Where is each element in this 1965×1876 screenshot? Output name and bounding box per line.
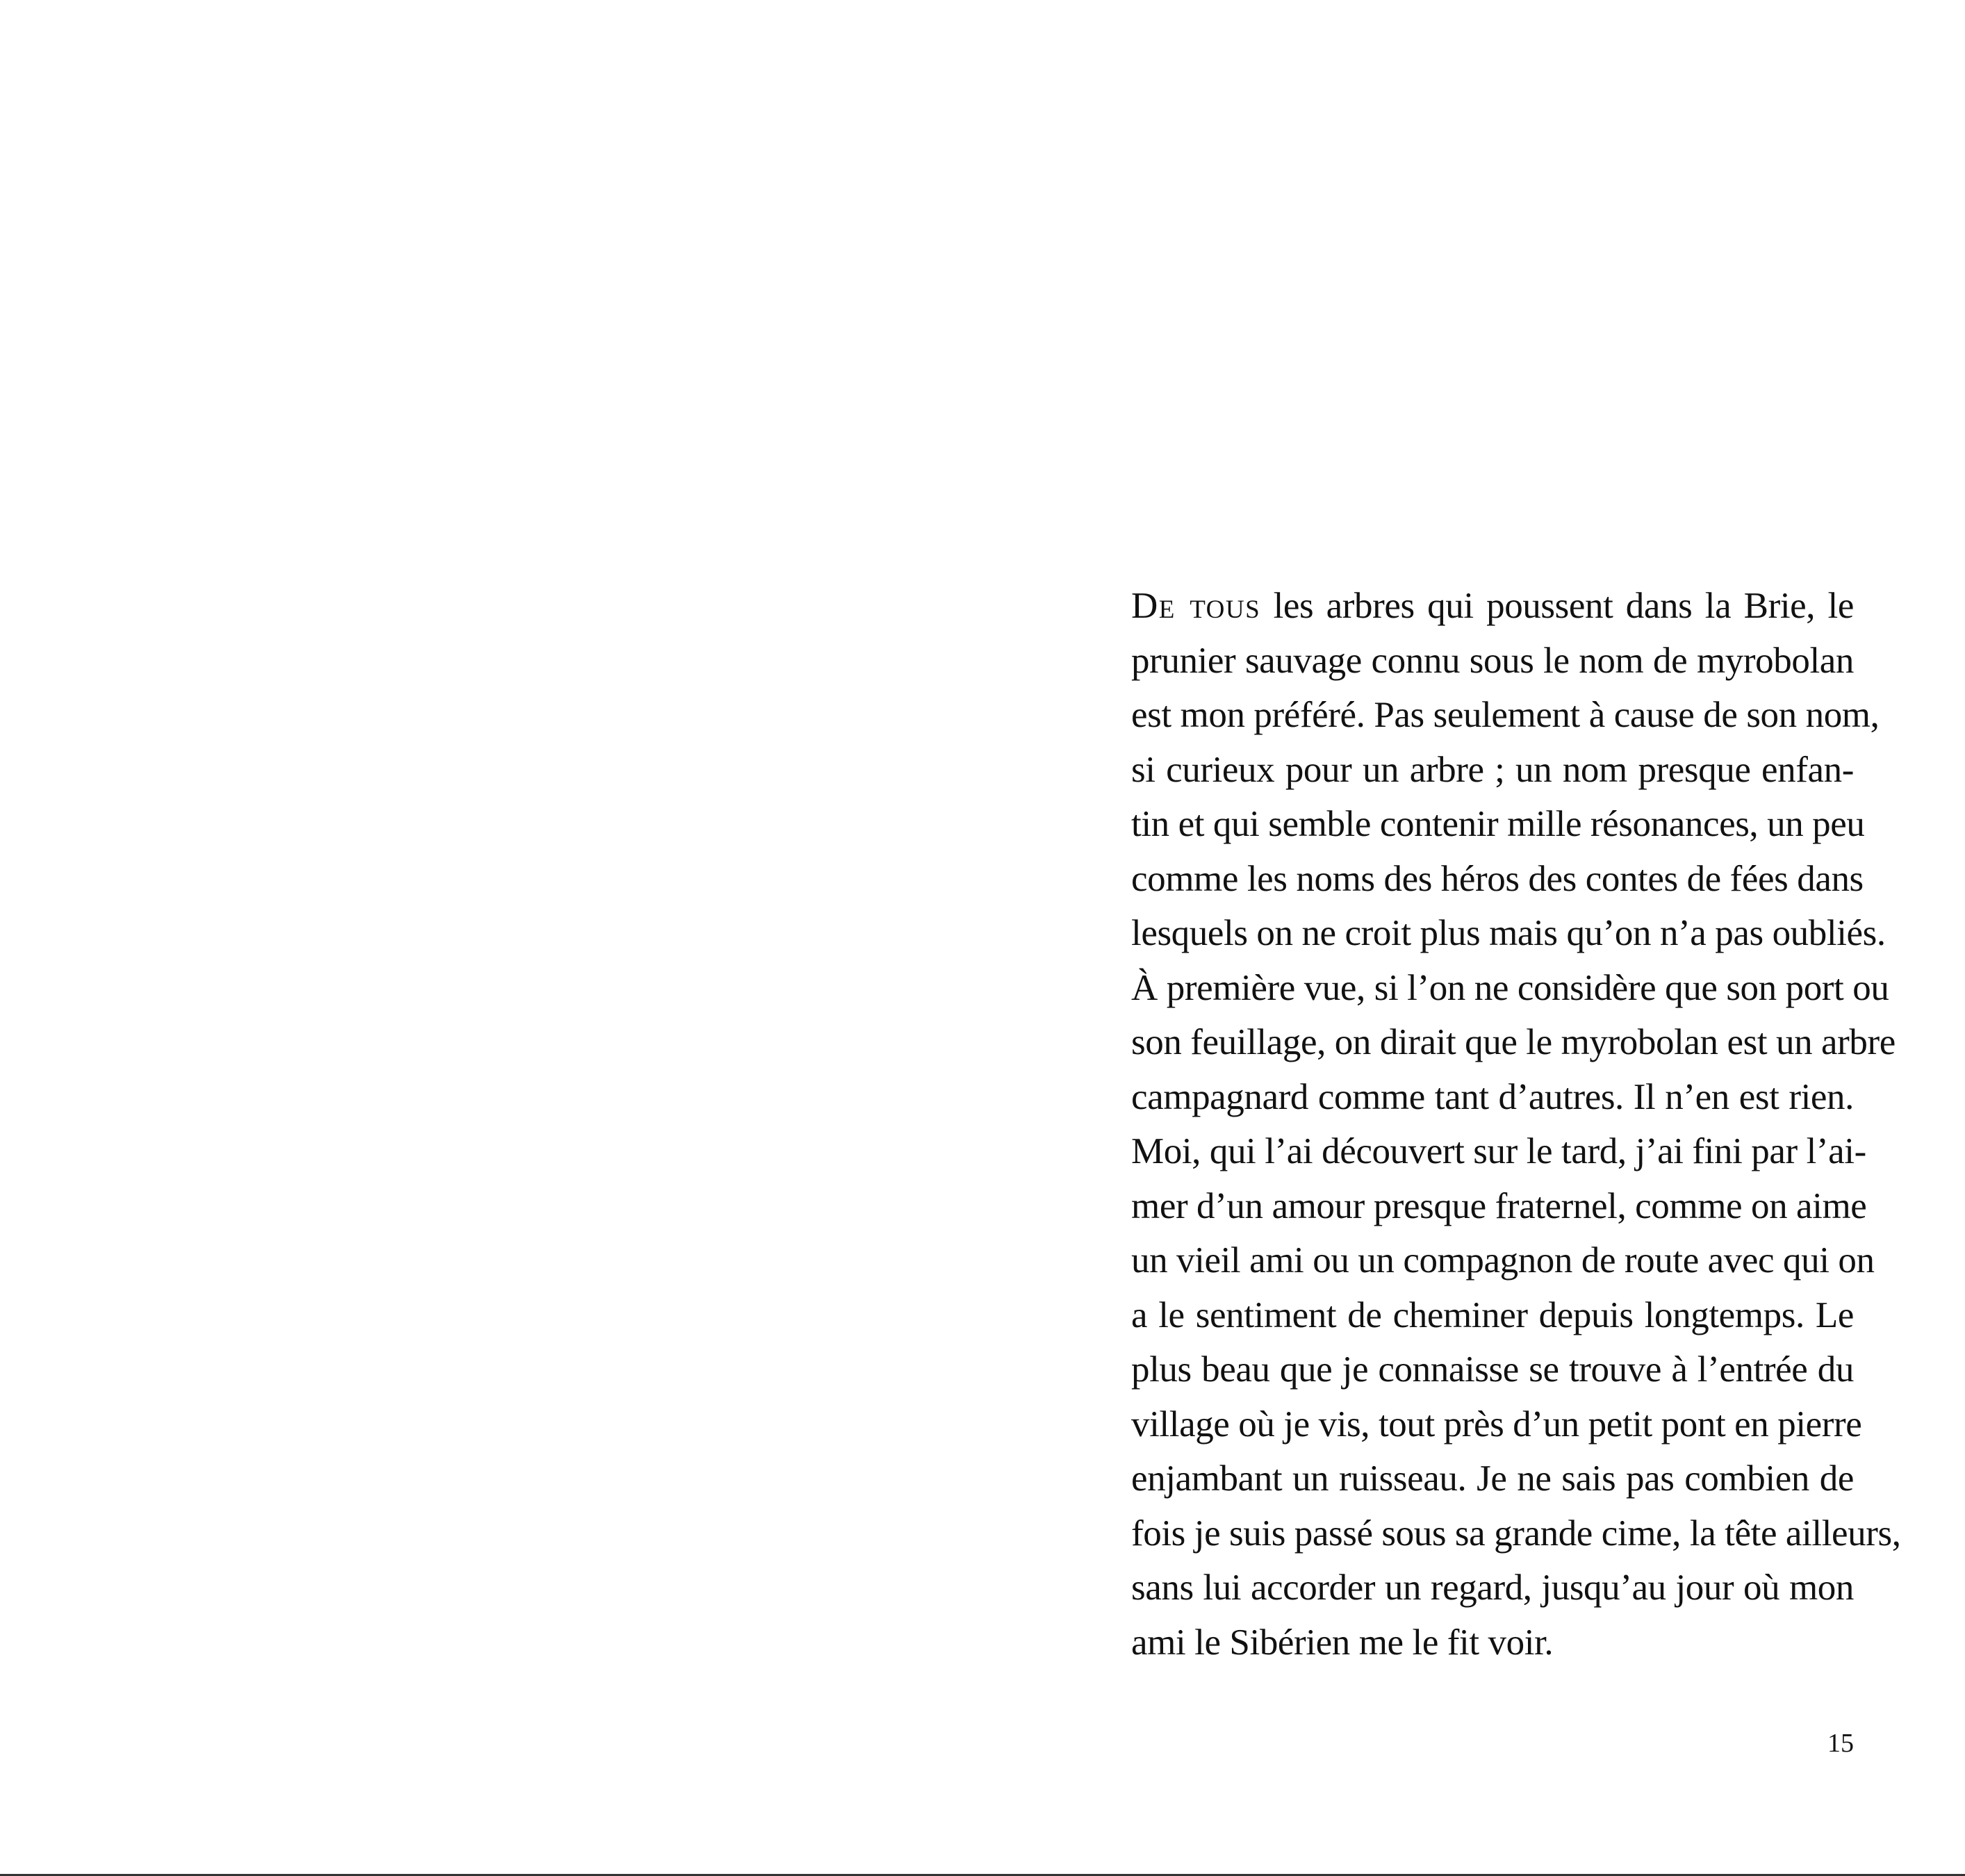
paragraph-line-1	[1131, 579, 1854, 634]
body-paragraph	[1131, 579, 1901, 1670]
paragraph-line: tin et qui semble contenir mille résonances, un peu	[1131, 804, 1865, 844]
paragraph-line-last: ami le Sibérien me le fit voir.	[1131, 1622, 1554, 1663]
paragraph-line: enjambant un ruisseau. Je ne sais pas combien de	[1131, 1458, 1854, 1499]
paragraph-line: Moi, qui l’ai découvert sur le tard, j’ai fini par l’ai-	[1131, 1131, 1866, 1171]
paragraph-line: campagnard comme tant d’autres. Il n’en est rien.	[1131, 1076, 1854, 1117]
paragraph-line: comme les noms des héros des contes de fées dans	[1131, 858, 1864, 899]
paragraph-line: plus beau que je connaisse se trouve à l’entrée du	[1131, 1349, 1854, 1390]
paragraph-line: sans lui accorder un regard, jusqu’au jour où mon	[1131, 1568, 1854, 1608]
paragraph-line: un vieil ami ou un compagnon de route avec qui on	[1131, 1240, 1875, 1281]
paragraph-line: a le sentiment de cheminer depuis longtemps. Le	[1131, 1294, 1854, 1335]
paragraph-line: mer d’un amour presque fraternel, comme on aime	[1131, 1185, 1867, 1226]
page-number: 15	[1827, 1729, 1854, 1758]
line-text: les arbres qui poussent dans la Brie, le	[1260, 586, 1855, 626]
paragraph-line: À première vue, si l’on ne considère que son port ou	[1131, 967, 1889, 1008]
paragraph-line: village où je vis, tout près d’un petit pont en pierre	[1131, 1404, 1862, 1445]
paragraph-line: est mon préféré. Pas seulement à cause de son nom,	[1131, 695, 1880, 735]
lead-in-small-caps: De tous	[1131, 586, 1261, 626]
paragraph-line: si curieux pour un arbre ; un nom presque enfan-	[1131, 749, 1854, 790]
paragraph-line: son feuillage, on dirait que le myrobolan est un arbre	[1131, 1022, 1896, 1062]
paragraph-line: fois je suis passé sous sa grande cime, la tête ailleurs,	[1131, 1513, 1901, 1554]
paragraph-line: prunier sauvage connu sous le nom de myrobolan	[1131, 640, 1854, 681]
paragraph-line: lesquels on ne croit plus mais qu’on n’a pas oubliés.	[1131, 913, 1886, 953]
